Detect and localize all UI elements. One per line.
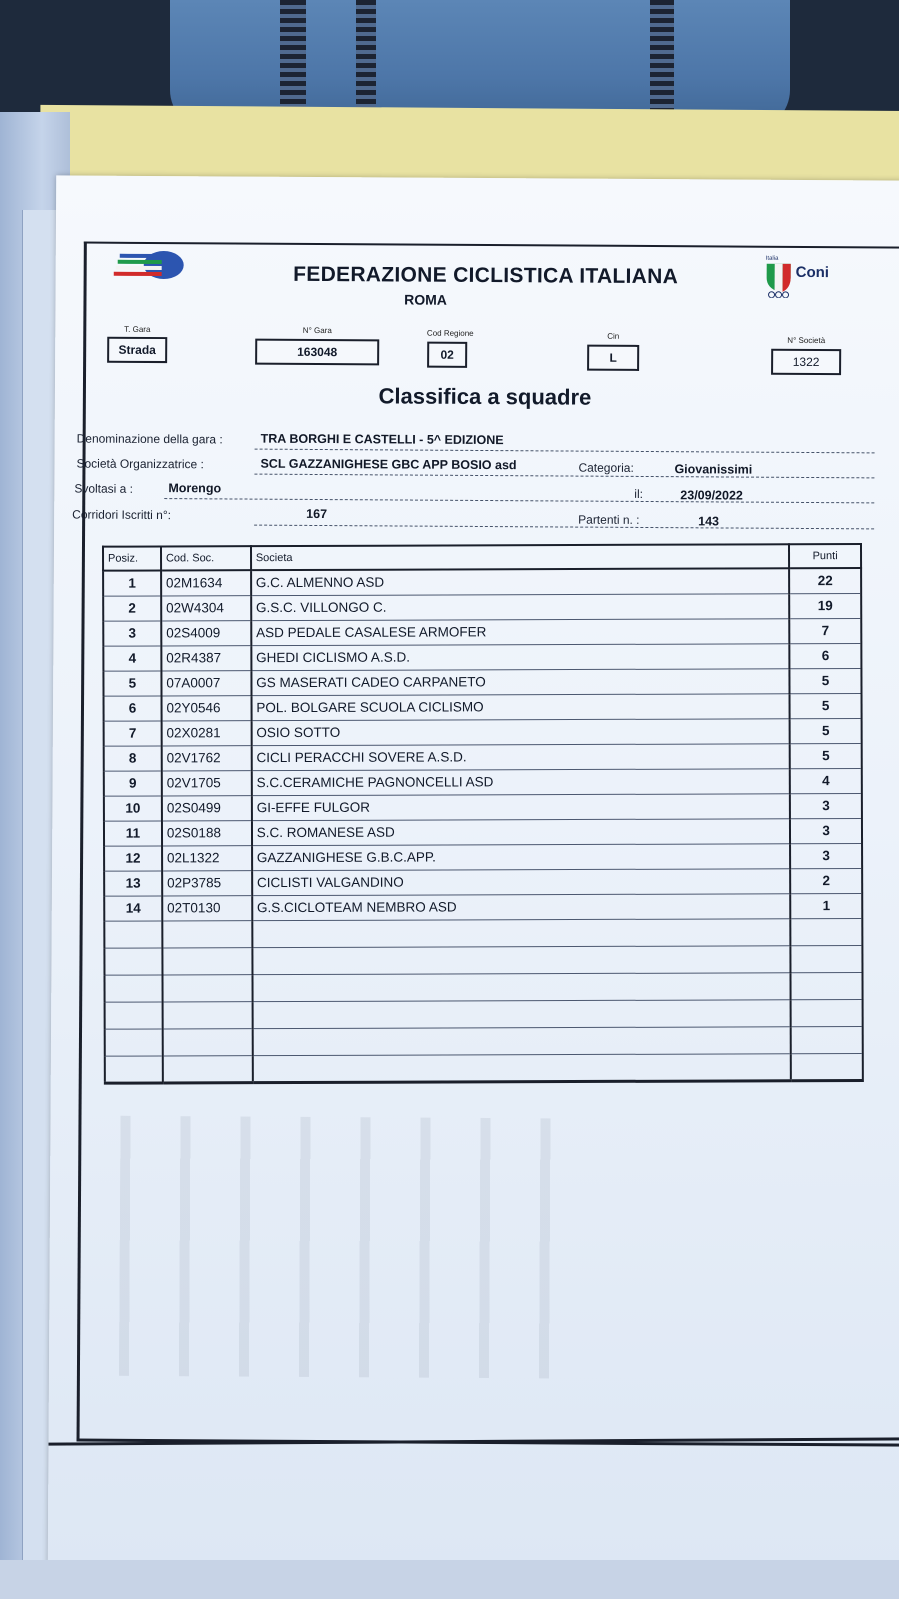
table-row	[104, 768, 862, 796]
empty-cell	[791, 999, 863, 1026]
punti-cell: 7	[789, 618, 861, 643]
table-row	[104, 693, 862, 721]
code-cell: 02P3785	[162, 870, 252, 895]
empty-cell	[791, 945, 863, 972]
code-cell: 02R4387	[161, 645, 251, 670]
position-cell: 2	[103, 595, 161, 620]
position-cell: 3	[103, 620, 161, 645]
position-cell: 7	[104, 720, 162, 745]
numero-gara-label: N° Gara	[302, 325, 332, 336]
punti-cell: 2	[790, 868, 862, 893]
empty-cell	[791, 972, 863, 999]
partenti-label: Partenti n. :	[578, 512, 640, 527]
tipo-gara-label: T. Gara	[124, 324, 151, 334]
table-row	[104, 793, 862, 821]
punti-cell: 3	[790, 818, 862, 843]
table-row	[104, 743, 862, 771]
table-row	[104, 818, 862, 846]
table-row	[103, 668, 861, 696]
empty-cell	[163, 1055, 253, 1082]
numero-gara-value: 163048	[255, 339, 379, 366]
punti-cell: 1	[790, 893, 862, 918]
table-row	[103, 593, 861, 621]
societa-cell: GHEDI CICLISMO A.S.D.	[251, 643, 789, 670]
code-cell: 02S4009	[161, 620, 251, 645]
empty-cell	[791, 1053, 863, 1080]
position-cell: 12	[104, 845, 162, 870]
code-cell: 02S0188	[162, 820, 252, 845]
position-cell: 4	[103, 645, 161, 670]
table-row	[104, 718, 862, 746]
societa-cell: CICLI PERACCHI SOVERE A.S.D.	[251, 743, 789, 770]
empty-cell	[252, 972, 790, 1001]
svoltasi-value: Morengo	[168, 481, 222, 496]
code-cell: 02V1705	[162, 770, 252, 795]
empty-table-row	[105, 1026, 863, 1056]
table-row	[103, 643, 861, 671]
data-value: 23/09/2022	[680, 488, 743, 503]
code-cell: 07A0007	[161, 670, 251, 695]
partenti-value: 143	[698, 514, 720, 529]
empty-cell	[105, 1055, 163, 1082]
code-cell: 02X0281	[161, 720, 251, 745]
empty-cell	[104, 920, 162, 947]
code-cell: 02S0499	[162, 795, 252, 820]
position-cell: 10	[104, 795, 162, 820]
numero-societa-label: N° Società	[787, 335, 826, 346]
societa-cell: POL. BOLGARE SCUOLA CICLISMO	[251, 693, 789, 720]
empty-table-row	[105, 1053, 863, 1083]
jacket-zipper	[650, 0, 674, 118]
empty-cell	[162, 947, 252, 974]
iscritti-value: 167	[306, 506, 328, 522]
iscritti-label: Corridori Iscritti n°:	[72, 507, 172, 523]
numero-societa-value: 1322	[771, 349, 841, 375]
societa-cell: GS MASERATI CADEO CARPANETO	[251, 668, 789, 695]
societa-cell: CICLISTI VALGANDINO	[252, 868, 790, 895]
data-label: il:	[634, 486, 644, 501]
federation-city: ROMA	[404, 291, 447, 308]
table-header-row	[103, 544, 861, 571]
position-cell: 9	[104, 770, 162, 795]
punti-cell: 4	[790, 768, 862, 793]
results-sheet	[48, 175, 899, 1570]
table-row	[104, 843, 862, 871]
code-cell: 02M1634	[161, 570, 251, 595]
lower-sheet-edge	[0, 1560, 899, 1599]
header-codice-societa: Cod. Soc.	[161, 546, 251, 570]
denominazione-value: TRA BORGHI E CASTELLI - 5^ EDIZIONE	[260, 431, 504, 448]
societa-cell: S.C.CERAMICHE PAGNONCELLI ASD	[252, 768, 790, 795]
empty-cell	[162, 1001, 252, 1028]
categoria-label: Categoria:	[578, 460, 634, 475]
coni-logo-text: Coni	[795, 263, 830, 282]
organizzatrice-value: SCL GAZZANIGHESE GBC APP BOSIO asd	[260, 456, 517, 473]
societa-cell: G.S.C. VILLONGO C.	[251, 593, 789, 620]
header-posizione: Posiz.	[103, 546, 161, 570]
punti-cell: 6	[790, 643, 862, 668]
empty-cell	[790, 918, 862, 945]
federation-title: FEDERAZIONE CICLISTICA ITALIANA	[293, 262, 679, 289]
tipo-gara-value: Strada	[107, 337, 167, 363]
cod-regione-value: 02	[427, 342, 467, 368]
punti-cell: 5	[790, 718, 862, 743]
empty-table-row	[104, 918, 862, 948]
empty-table-row	[104, 972, 862, 1002]
jacket-zipper	[280, 0, 306, 118]
position-cell: 1	[103, 570, 161, 595]
table-row	[103, 618, 861, 646]
cin-label: Cin	[607, 331, 620, 341]
position-cell: 14	[104, 895, 162, 920]
punti-cell: 5	[790, 743, 862, 768]
position-cell: 8	[104, 745, 162, 770]
societa-cell: OSIO SOTTO	[251, 718, 789, 745]
societa-cell: ASD PEDALE CASALESE ARMOFER	[251, 618, 789, 645]
empty-cell	[163, 1028, 253, 1055]
position-cell: 5	[103, 670, 161, 695]
empty-cell	[104, 974, 162, 1001]
jacket-zipper	[356, 0, 376, 118]
punti-cell: 22	[789, 568, 861, 593]
header-punti: Punti	[789, 544, 861, 568]
societa-cell: G.S.CICLOTEAM NEMBRO ASD	[252, 893, 790, 920]
empty-cell	[252, 999, 790, 1028]
empty-cell	[791, 1026, 863, 1053]
punti-cell: 3	[790, 793, 862, 818]
societa-cell: GAZZANIGHESE G.B.C.APP.	[252, 843, 790, 870]
punti-cell: 5	[790, 693, 862, 718]
table-row	[104, 893, 862, 921]
denominazione-label: Denominazione della gara :	[76, 431, 223, 447]
empty-table-row	[105, 999, 863, 1029]
code-cell: 02T0130	[162, 895, 252, 920]
empty-cell	[252, 918, 790, 947]
punti-cell: 19	[789, 593, 861, 618]
table-row	[104, 868, 862, 896]
show-through-text	[119, 1116, 561, 1379]
empty-cell	[253, 1053, 791, 1082]
punti-cell: 3	[790, 843, 862, 868]
empty-cell	[162, 974, 252, 1001]
position-cell: 11	[104, 820, 162, 845]
organizzatrice-label: Società Organizzatrice :	[76, 456, 204, 472]
code-cell: 02Y0546	[161, 695, 251, 720]
empty-table-row	[104, 945, 862, 975]
cin-value: L	[587, 345, 639, 371]
code-cell: 02W4304	[161, 595, 251, 620]
position-cell: 6	[104, 695, 162, 720]
table-row	[103, 568, 861, 596]
empty-cell	[104, 947, 162, 974]
sheet-title: Classifica a squadre	[378, 383, 592, 410]
code-cell: 02V1762	[162, 745, 252, 770]
societa-cell: S.C. ROMANESE ASD	[252, 818, 790, 845]
svoltasi-label: Svoltasi a :	[74, 481, 134, 496]
code-cell: 02L1322	[162, 845, 252, 870]
cod-regione-label: Cod Regione	[426, 328, 474, 338]
empty-cell	[105, 1001, 163, 1028]
header-societa: Societa	[251, 544, 789, 570]
empty-cell	[252, 945, 790, 974]
coni-logo-small: Italia	[765, 255, 779, 262]
empty-cell	[162, 920, 252, 947]
position-cell: 13	[104, 870, 162, 895]
empty-cell	[105, 1028, 163, 1055]
categoria-value: Giovanissimi	[674, 462, 753, 477]
team-ranking-table	[102, 543, 864, 1084]
punti-cell: 5	[790, 668, 862, 693]
societa-cell: GI-EFFE FULGOR	[252, 793, 790, 820]
societa-cell: G.C. ALMENNO ASD	[251, 568, 789, 595]
empty-cell	[252, 1026, 790, 1055]
